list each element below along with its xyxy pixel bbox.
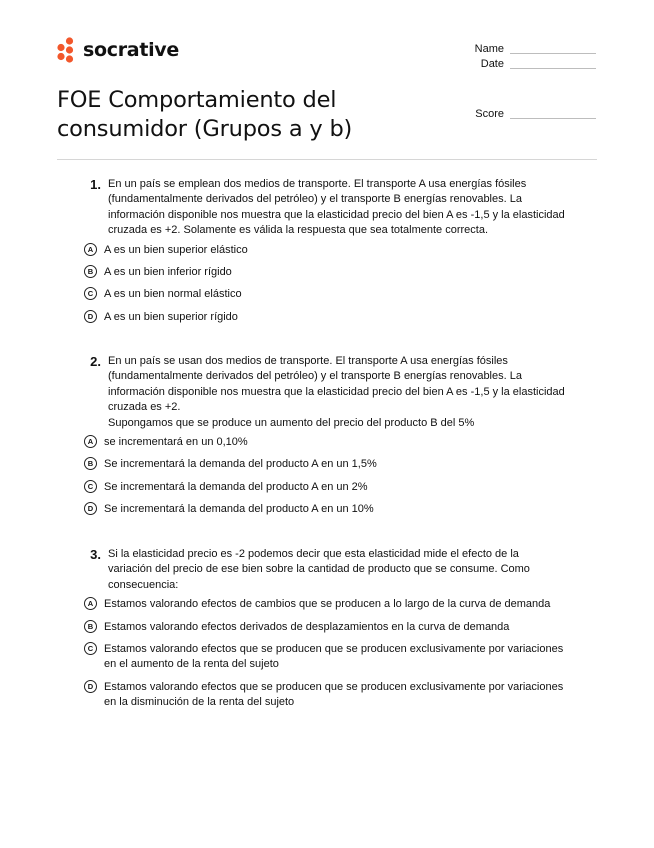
page-title: FOE Comportamiento del consumidor (Grupos a y b) [57,87,353,142]
socrative-logo-icon [56,37,78,63]
option-b-circle[interactable]: B [84,620,97,633]
question-number: 2. [90,354,101,369]
option-d-circle[interactable]: D [84,310,97,323]
question-1 [84,177,594,325]
score-field[interactable] [510,109,596,119]
option-text: Estamos valorando efectos que se producen que se producen exclusivamente por variaciones en el aumento de la renta del sujeto [104,643,564,671]
question-3 [84,547,594,711]
question-text: Si la elasticidad precio es -2 podemos decir que esta elasticidad mide el efecto de la variación del precio de ese bien sobre la cantidad de producto que se consume. Como consecuencia: [108,548,530,591]
option-a[interactable] [84,243,594,258]
option-text: Estamos valorando efectos que se producen que se producen exclusivamente por variaciones en la disminución de la renta del sujeto [104,680,564,709]
option-c[interactable] [84,642,594,673]
option-d-circle[interactable]: D [84,502,97,515]
name-field[interactable] [510,44,596,54]
option-a[interactable] [84,597,594,612]
option-a-circle[interactable]: A [84,597,97,610]
date-label: Date [480,57,504,70]
question-2 [84,354,594,518]
score-label: Score [475,108,504,120]
option-a[interactable] [84,435,594,450]
option-d[interactable] [84,310,594,325]
score-row [475,108,596,120]
option-b[interactable] [84,265,594,280]
option-d-circle[interactable]: D [84,680,97,693]
option-text: se incrementará en un 0,10% [104,436,248,449]
option-b-circle[interactable]: B [84,457,97,470]
option-c-circle[interactable]: C [84,287,97,300]
question-number: 1. [90,177,101,192]
date-field[interactable] [510,59,596,69]
option-text: A es un bien superior rígido [104,310,238,323]
brand-name: socrative [83,39,179,61]
option-b[interactable] [84,457,594,472]
header-divider [57,159,597,160]
name-label: Name [474,42,504,55]
question-text: En un país se usan dos medios de transporte. El transporte A usa energías fósiles (fundamentalmente derivados del petróleo) y el transporte B energías renovables. La información disponible nos muestra que la elasticidad precio del bien A es -1,5 y la elasticidad cruzada es +2. Supongamos que se produce un aumento del precio del producto B del 5% [108,355,565,429]
option-b[interactable] [84,620,594,635]
socrative-logo [56,37,179,63]
student-info [475,41,596,71]
option-text: Se incrementará la demanda del producto A en un 10% [104,503,374,516]
option-c[interactable] [84,287,594,302]
option-d[interactable] [84,680,594,711]
option-c[interactable] [84,480,594,495]
option-a-circle[interactable]: A [84,435,97,448]
option-text: Se incrementará la demanda del producto A en un 2% [104,480,368,493]
option-text: Estamos valorando efectos de cambios que se producen a lo largo de la curva de demanda [104,598,551,611]
option-d[interactable] [84,502,594,517]
option-c-circle[interactable]: C [84,480,97,493]
option-text: A es un bien normal elástico [104,288,242,301]
option-a-circle[interactable]: A [84,243,97,256]
option-c-circle[interactable]: C [84,642,97,655]
option-text: Se incrementará la demanda del producto A en un 1,5% [104,458,377,471]
question-text: En un país se emplean dos medios de transporte. El transporte A usa energías fósiles (fundamentalmente derivados del petróleo) y el transporte B energías renovables. La información disponible nos muestra que la elasticidad precio del bien A es -1,5 y la elasticidad cruzada es +2. Solamente es válida la respuesta que sea totalmente correcta. [108,178,565,237]
option-b-circle[interactable]: B [84,265,97,278]
option-text: Estamos valorando efectos derivados de desplazamientos en la curva de demanda [104,620,510,633]
option-text: A es un bien inferior rígido [104,266,232,279]
question-number: 3. [90,547,101,562]
option-text: A es un bien superior elástico [104,243,248,256]
